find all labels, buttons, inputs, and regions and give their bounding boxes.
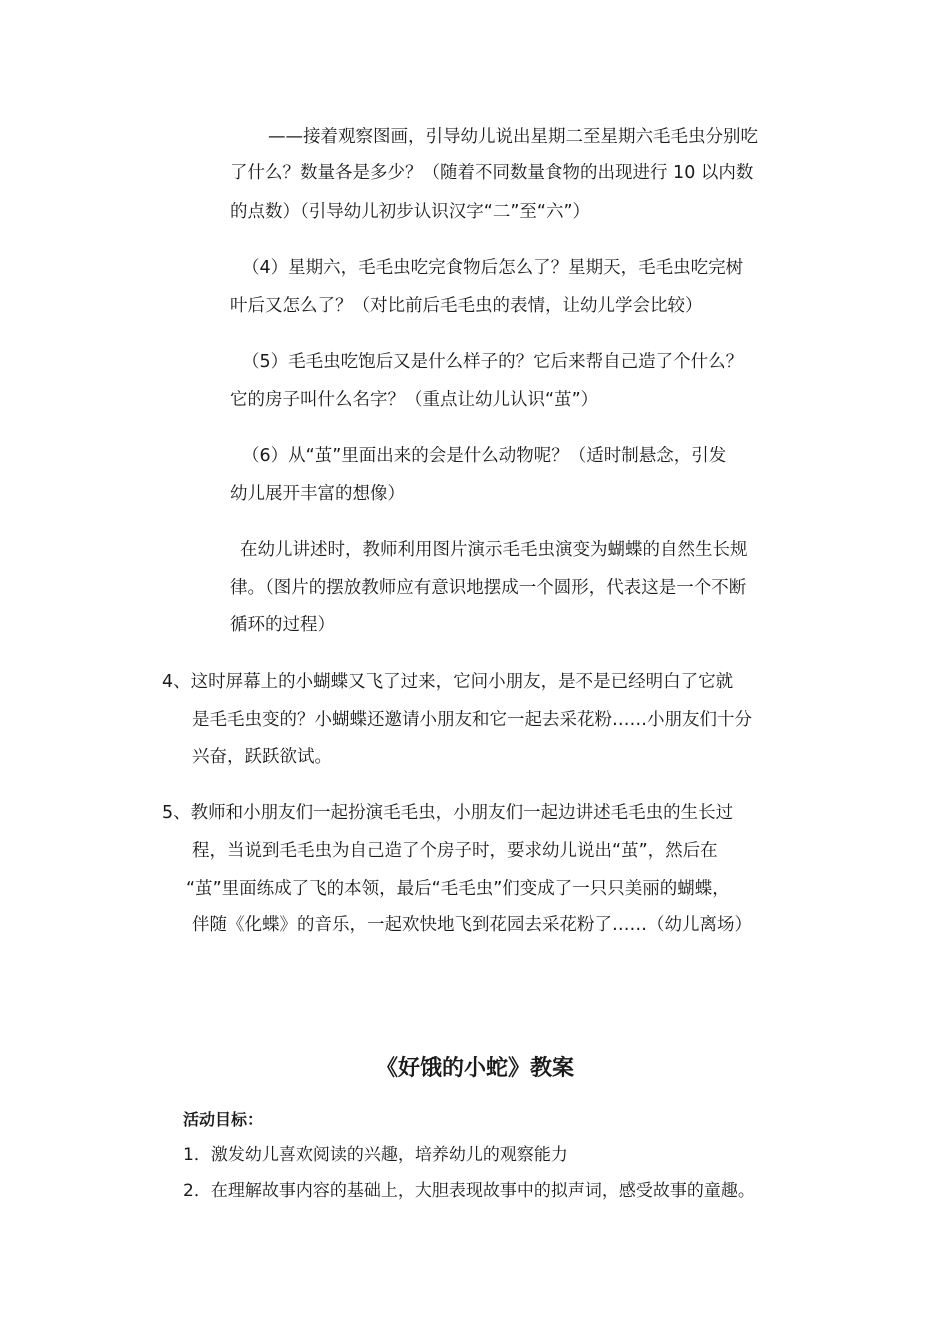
paragraph-line: （5）毛毛虫吃饱后又是什么样子的？它后来帮自己造了个什么？ xyxy=(242,352,744,372)
paragraph-line: 循环的过程） xyxy=(230,615,335,635)
paragraph-line: （6）从“茧”里面出来的会是什么动物呢？（适时制悬念，引发 xyxy=(242,446,727,466)
page-title: 《好饿的小蛇》教案 xyxy=(375,1056,574,1081)
paragraph-line: 律。（图片的摆放教师应有意识地摆成一个圆形，代表这是一个不断 xyxy=(230,578,747,598)
list-item-line: 4、这时屏幕上的小蝴蝶又飞了过来，它问小朋友，是不是已经明白了它就 xyxy=(162,672,734,692)
paragraph-line: 在幼儿讲述时，教师利用图片演示毛毛虫演变为蝴蝶的自然生长规 xyxy=(240,540,748,560)
list-item-line: 伴随《化蝶》的音乐，一起欢快地飞到花园去采花粉了……（幼儿离场） xyxy=(192,915,752,935)
section-heading: 活动目标： xyxy=(183,1110,264,1129)
goal-item: 2．在理解故事内容的基础上，大胆表现故事中的拟声词，感受故事的童趣。 xyxy=(183,1181,755,1201)
list-item-line: “茧”里面练成了飞的本领，最后“毛毛虫”们变成了一只只美丽的蝴蝶， xyxy=(186,879,730,899)
list-item-line: 是毛毛虫变的？小蝴蝶还邀请小朋友和它一起去采花粉……小朋友们十分 xyxy=(192,710,752,730)
goal-item: 1．激发幼儿喜欢阅读的兴趣，培养幼儿的观察能力 xyxy=(183,1145,568,1165)
paragraph-line: ——接着观察图画，引导幼儿说出星期二至星期六毛毛虫分别吃 xyxy=(268,127,758,147)
list-item-line: 5、教师和小朋友们一起扮演毛毛虫，小朋友们一起边讲述毛毛虫的生长过 xyxy=(162,803,734,823)
paragraph-line: 了什么？数量各是多少？（随着不同数量食物的出现进行 10 以内数 xyxy=(230,163,754,183)
paragraph-line: 的点数）（引导幼儿初步认识汉字“二”至“六”） xyxy=(230,202,591,222)
paragraph-line: 幼儿展开丰富的想像） xyxy=(230,484,405,504)
list-item-line: 兴奋，跃跃欲试。 xyxy=(192,747,332,767)
paragraph-line: 叶后又怎么了？（对比前后毛毛虫的表情，让幼儿学会比较） xyxy=(230,296,703,316)
list-item-line: 程，当说到毛毛虫为自己造了个房子时，要求幼儿说出“茧”，然后在 xyxy=(192,841,718,861)
paragraph-line: （4）星期六，毛毛虫吃完食物后怎么了？星期天，毛毛虫吃完树 xyxy=(242,258,744,278)
paragraph-line: 它的房子叫什么名字？（重点让幼儿认识“茧”） xyxy=(230,390,599,410)
